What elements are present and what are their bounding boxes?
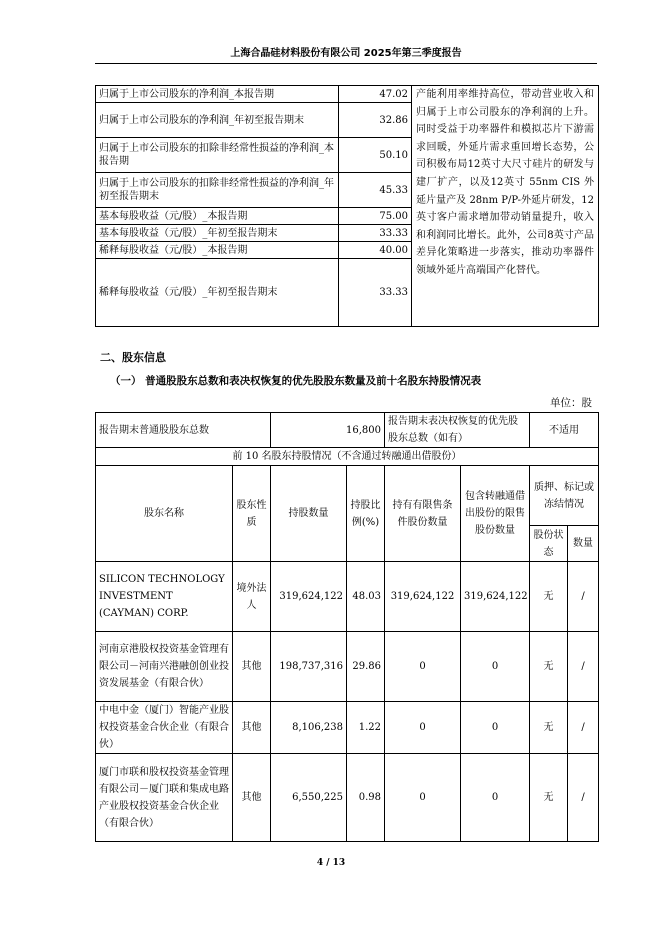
col-header-pledge-status: 股份状态 [530, 526, 568, 562]
holder-pledge-status: 无 [530, 632, 568, 702]
fin-value: 47.02 [339, 86, 412, 103]
page-number: 4 / 13 [316, 858, 346, 868]
fin-label: 归属于上市公司股东的扣除非经常性损益的净利润_年初至报告期末 [96, 173, 339, 208]
holder-ratio: 29.86 [347, 632, 385, 702]
holder-lending: 0 [461, 632, 530, 702]
holder-nature: 其他 [233, 632, 271, 702]
fin-value: 45.33 [339, 173, 412, 208]
col-header-pledge-qty: 数量 [568, 526, 599, 562]
section-title: 二、股东信息 [100, 351, 166, 364]
unit-label: 单位：股 [550, 397, 592, 409]
col-header-lending: 包含转融通借出股份的限售股份数量 [461, 466, 530, 562]
col-header-pledge: 质押、标记或冻结情况 [530, 466, 599, 526]
holder-lending: 0 [461, 702, 530, 754]
fin-label: 稀释每股收益（元/股）_本报告期 [96, 242, 339, 259]
holder-restricted: 0 [385, 754, 461, 842]
table-row [96, 702, 599, 754]
holder-ratio: 48.03 [347, 562, 385, 632]
fin-value: 75.00 [339, 208, 412, 225]
holder-nature: 其他 [233, 702, 271, 754]
header-divider [95, 63, 597, 64]
holder-ratio: 0.98 [347, 754, 385, 842]
fin-value: 40.00 [339, 242, 412, 259]
fin-value: 32.86 [339, 103, 412, 138]
holder-name: 河南京港股权投资基金管理有限公司－河南兴港融创创业投资发展基金（有限合伙） [96, 632, 233, 702]
fin-label: 稀释每股收益（元/股）_年初至报告期末 [96, 259, 339, 327]
section-subtitle: （一） 普通股股东总数和表决权恢复的优先股股东数量及前十名股东持股情况表 [110, 375, 482, 387]
pref-holders-label: 报告期末表决权恢复的优先股股东总数（如有） [385, 413, 530, 448]
pref-holders-value: 不适用 [530, 413, 599, 448]
holder-shares: 6,550,225 [271, 754, 347, 842]
holder-restricted: 319,624,122 [385, 562, 461, 632]
holder-ratio: 1.22 [347, 702, 385, 754]
table-row [96, 632, 599, 702]
holder-shares: 319,624,122 [271, 562, 347, 632]
total-holders-label: 报告期末普通股股东总数 [96, 413, 271, 448]
holder-restricted: 0 [385, 702, 461, 754]
holder-pledge-qty: / [568, 754, 599, 842]
fin-label: 基本每股收益（元/股）_年初至报告期末 [96, 225, 339, 242]
top10-caption: 前 10 名股东持股情况（不含通过转融通出借股份） [96, 448, 599, 466]
holder-pledge-qty: / [568, 702, 599, 754]
total-holders-value: 16,800 [271, 413, 385, 448]
fin-label: 归属于上市公司股东的净利润_本报告期 [96, 86, 339, 103]
table-row [96, 754, 599, 842]
holder-name: SILICON TECHNOLOGY INVESTMENT (CAYMAN) CORP. [96, 562, 233, 632]
holder-name: 厦门市联和股权投资基金管理有限公司－厦门联和集成电路产业股权投资基金合伙企业（有限合伙） [96, 754, 233, 842]
holder-pledge-qty: / [568, 562, 599, 632]
fin-label: 归属于上市公司股东的扣除非经常性损益的净利润_本报告期 [96, 138, 339, 173]
holder-nature: 境外法人 [233, 562, 271, 632]
financial-change-table [95, 85, 599, 327]
fin-value: 50.10 [339, 138, 412, 173]
holder-shares: 198,737,316 [271, 632, 347, 702]
holder-pledge-status: 无 [530, 562, 568, 632]
holder-restricted: 0 [385, 632, 461, 702]
holder-pledge-status: 无 [530, 702, 568, 754]
col-header-ratio: 持股比例(%) [347, 466, 385, 562]
holder-lending: 0 [461, 754, 530, 842]
fin-label: 基本每股收益（元/股）_本报告期 [96, 208, 339, 225]
holder-pledge-qty: / [568, 632, 599, 702]
col-header-name: 股东名称 [96, 466, 233, 562]
fin-value: 33.33 [339, 225, 412, 242]
page-header: 上海合晶硅材料股份有限公司 2025年第三季度报告 [230, 48, 462, 59]
holder-shares: 8,106,238 [271, 702, 347, 754]
shareholder-table [95, 412, 599, 842]
holder-lending: 319,624,122 [461, 562, 530, 632]
fin-value: 33.33 [339, 259, 412, 327]
change-explanation: 产能利用率维持高位，带动营业收入和归属于上市公司股东的净利润的上升。同时受益于功率器件和模拟芯片下游需求回暖，外延片需求重回增长态势，公司积极布局12英寸大尺寸硅片的研发与建厂扩产，以及12英寸 55nm CIS 外延片量产及 28nm P/P-外延片研发，12英寸客户需求增加带动销量提升，收入和利润同比增长。此外，公司8英寸产品差异化策略进一步落实，推动功率器件领域外延片高端国产化替代。 [412, 86, 599, 327]
holder-pledge-status: 无 [530, 754, 568, 842]
col-header-nature: 股东性质 [233, 466, 271, 562]
col-header-restricted: 持有有限售条件股份数量 [385, 466, 461, 562]
col-header-shares: 持股数量 [271, 466, 347, 562]
fin-label: 归属于上市公司股东的净利润_年初至报告期末 [96, 103, 339, 138]
holder-name: 中电中金（厦门）智能产业股权投资基金合伙企业（有限合伙） [96, 702, 233, 754]
table-row [96, 562, 599, 632]
holder-nature: 其他 [233, 754, 271, 842]
